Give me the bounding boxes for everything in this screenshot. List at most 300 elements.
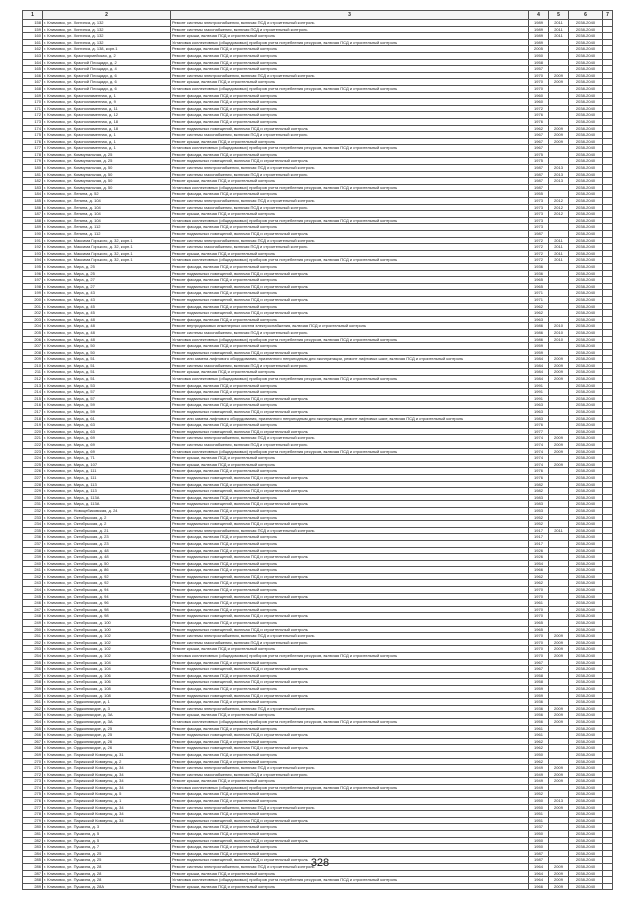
table-row: [23, 626, 613, 633]
note-cell: [603, 732, 613, 739]
planned-period-cell: 2038-2040: [569, 488, 603, 495]
planned-period-cell: 2038-2040: [569, 784, 603, 791]
note-cell: [603, 850, 613, 857]
address-cell: г. Климовск, ул. Мира, д. 48: [43, 323, 171, 330]
row-number: 231: [23, 501, 43, 508]
row-number: 263: [23, 712, 43, 719]
table-row: [23, 105, 613, 112]
planned-period-cell: 2038-2040: [569, 165, 603, 172]
work-type-cell: Ремонт фасада, включая ПСД и строительный контроль: [171, 685, 529, 692]
note-cell: [603, 303, 613, 310]
build-year-cell: 1960: [529, 92, 549, 99]
note-cell: [603, 507, 613, 514]
row-number: 162: [23, 46, 43, 53]
planned-period-cell: 2038-2040: [569, 158, 603, 165]
work-type-cell: Ремонт системы газоснабжения, включая ПСД и строительный контроль: [171, 244, 529, 251]
table-row: [23, 244, 613, 251]
repair-year-cell: 2009: [549, 132, 569, 139]
address-cell: г. Климовск, ул. Октябрьская, д. 48: [43, 547, 171, 554]
row-number: 214: [23, 389, 43, 396]
note-cell: [603, 837, 613, 844]
note-cell: [603, 646, 613, 653]
table-row: [23, 158, 613, 165]
column-header-4: 4: [529, 11, 549, 20]
table-row: [23, 389, 613, 396]
build-year-cell: 1964: [529, 877, 549, 884]
column-header-2: 2: [43, 11, 171, 20]
build-year-cell: 1974: [529, 442, 549, 449]
planned-period-cell: 2038-2040: [569, 732, 603, 739]
row-number: 248: [23, 613, 43, 620]
repair-year-cell: [549, 751, 569, 758]
row-number: 289: [23, 883, 43, 890]
address-cell: г. Климовск, ул. Хиггинса, д. 132: [43, 26, 171, 33]
repair-year-cell: [549, 606, 569, 613]
repair-year-cell: [549, 732, 569, 739]
work-type-cell: Ремонт фасада, включая ПСД и строительный контроль: [171, 422, 529, 429]
address-cell: г. Климовск, ул. Коммунальная, д. 50: [43, 184, 171, 191]
row-number: 288: [23, 877, 43, 884]
repair-year-cell: [549, 560, 569, 567]
repair-year-cell: 2009: [549, 72, 569, 79]
work-type-cell: Ремонт фасада, включая ПСД и строительный контроль: [171, 59, 529, 66]
address-cell: г. Климовск, ул. Краснознаменная, д. 1: [43, 132, 171, 139]
row-number: 178: [23, 151, 43, 158]
note-cell: [603, 237, 613, 244]
note-cell: [603, 831, 613, 838]
build-year-cell: 1970: [529, 639, 549, 646]
table-row: [23, 145, 613, 152]
planned-period-cell: 2038-2040: [569, 653, 603, 660]
repair-year-cell: 2012: [549, 198, 569, 205]
row-number: 219: [23, 422, 43, 429]
work-type-cell: Ремонт фасада, включая ПСД и строительный контроль: [171, 534, 529, 541]
address-cell: г. Климовск, ул. Парижской Коммуны, д. 34: [43, 784, 171, 791]
row-number: 200: [23, 296, 43, 303]
repair-year-cell: 2009: [549, 369, 569, 376]
table-row: [23, 672, 613, 679]
work-type-cell: Ремонт крыши, включая ПСД и строительный контроль: [171, 461, 529, 468]
note-cell: [603, 488, 613, 495]
planned-period-cell: 2038-2040: [569, 804, 603, 811]
build-year-cell: 1987: [529, 184, 549, 191]
note-cell: [603, 653, 613, 660]
address-cell: г. Климовск, ул. Мира, д. 43: [43, 296, 171, 303]
build-year-cell: 1962: [529, 738, 549, 745]
table-row: [23, 751, 613, 758]
row-number: 209: [23, 356, 43, 363]
planned-period-cell: 2038-2040: [569, 171, 603, 178]
planned-period-cell: 2038-2040: [569, 277, 603, 284]
planned-period-cell: 2038-2040: [569, 824, 603, 831]
note-cell: [603, 798, 613, 805]
table-row: [23, 376, 613, 383]
planned-period-cell: 2038-2040: [569, 409, 603, 416]
planned-period-cell: 2038-2040: [569, 626, 603, 633]
work-type-cell: Ремонт подвальных помещений, включая ПСД и строительный контроль: [171, 488, 529, 495]
note-cell: [603, 685, 613, 692]
planned-period-cell: 2038-2040: [569, 527, 603, 534]
repair-year-cell: [549, 39, 569, 46]
build-year-cell: 1952: [529, 521, 549, 528]
address-cell: г. Климовск, ул. Парижской Коммуны, д. 5: [43, 791, 171, 798]
planned-period-cell: 2038-2040: [569, 474, 603, 481]
table-row: [23, 580, 613, 587]
note-cell: [603, 547, 613, 554]
build-year-cell: 1984: [529, 356, 549, 363]
table-row: [23, 217, 613, 224]
work-type-cell: Ремонт системы газоснабжения, включая ПСД и строительный контроль: [171, 442, 529, 449]
note-cell: [603, 718, 613, 725]
work-type-cell: Ремонт фасада, включая ПСД и строительный контроль: [171, 560, 529, 567]
repair-year-cell: [549, 791, 569, 798]
work-type-cell: Ремонт фасада, включая ПСД и строительный контроль: [171, 52, 529, 59]
table-row: [23, 600, 613, 607]
table-row: [23, 699, 613, 706]
build-year-cell: 1959: [529, 343, 549, 350]
table-row: [23, 745, 613, 752]
work-type-cell: Ремонт подвальных помещений, включая ПСД и строительный контроль: [171, 231, 529, 238]
work-type-cell: Ремонт фасада, включая ПСД и строительный контроль: [171, 92, 529, 99]
table-row: [23, 514, 613, 521]
note-cell: [603, 521, 613, 528]
repair-year-cell: [549, 217, 569, 224]
repair-year-cell: [549, 547, 569, 554]
table-row: [23, 804, 613, 811]
address-cell: г. Климовск, ул. Красной Площади, д. 6: [43, 79, 171, 86]
note-cell: [603, 573, 613, 580]
table-row: [23, 336, 613, 343]
address-cell: г. Климовск, ул. Парижской Коммуны, д. 34: [43, 771, 171, 778]
repair-year-cell: 2009: [549, 804, 569, 811]
work-type-cell: Установка коллективных (общедомовых) приборов учета потребления ресурсов, включая ПСД и строительный контроль: [171, 217, 529, 224]
planned-period-cell: 2038-2040: [569, 204, 603, 211]
repair-year-cell: [549, 626, 569, 633]
planned-period-cell: 2038-2040: [569, 613, 603, 620]
planned-period-cell: 2038-2040: [569, 435, 603, 442]
row-number: 173: [23, 118, 43, 125]
work-type-cell: Ремонт фасада, включая ПСД и строительный контроль: [171, 507, 529, 514]
row-number: 220: [23, 428, 43, 435]
work-type-cell: Ремонт фасада, включая ПСД и строительный контроль: [171, 389, 529, 396]
note-cell: [603, 244, 613, 251]
note-cell: [603, 270, 613, 277]
row-number: 256: [23, 666, 43, 673]
address-cell: г. Климовск, ул. Коммунальная, д. 50: [43, 171, 171, 178]
row-number: 264: [23, 718, 43, 725]
repair-year-cell: [549, 738, 569, 745]
repair-year-cell: [549, 389, 569, 396]
repair-year-cell: [549, 290, 569, 297]
row-number: 236: [23, 534, 43, 541]
repair-year-cell: [549, 59, 569, 66]
work-type-cell: Ремонт системы электроснабжения, включая ПСД и строительный контроль: [171, 165, 529, 172]
work-type-cell: Ремонт системы электроснабжения, включая ПСД и строительный контроль: [171, 527, 529, 534]
planned-period-cell: 2038-2040: [569, 831, 603, 838]
table-row: [23, 791, 613, 798]
note-cell: [603, 527, 613, 534]
planned-period-cell: 2038-2040: [569, 138, 603, 145]
repair-year-cell: [549, 501, 569, 508]
column-header-7: 7: [603, 11, 613, 20]
row-number: 221: [23, 435, 43, 442]
planned-period-cell: 2038-2040: [569, 336, 603, 343]
note-cell: [603, 778, 613, 785]
note-cell: [603, 52, 613, 59]
repair-year-cell: [549, 158, 569, 165]
work-type-cell: Ремонт системы электроснабжения, включая ПСД и строительный контроль: [171, 20, 529, 27]
work-type-cell: Ремонт фасада, включая ПСД и строительный контроль: [171, 811, 529, 818]
build-year-cell: 1970: [529, 606, 549, 613]
table-row: [23, 718, 613, 725]
note-cell: [603, 560, 613, 567]
table-row: [23, 85, 613, 92]
build-year-cell: 1957: [529, 66, 549, 73]
repair-year-cell: [549, 474, 569, 481]
address-cell: г. Климовск, ул. Мира, д. 43: [43, 290, 171, 297]
build-year-cell: 1987: [529, 165, 549, 172]
work-type-cell: Ремонт фасада, включая ПСД и строительный контроль: [171, 303, 529, 310]
table-row: [23, 270, 613, 277]
header-row: [23, 11, 613, 20]
row-number: 244: [23, 587, 43, 594]
row-number: 270: [23, 758, 43, 765]
work-type-cell: Ремонт фасада, включая ПСД и строительный контроль: [171, 46, 529, 53]
address-cell: г. Климовск, ул. Краснознаменная, д. 1: [43, 92, 171, 99]
build-year-cell: 1989: [529, 33, 549, 40]
row-number: 206: [23, 336, 43, 343]
row-number: 177: [23, 145, 43, 152]
note-cell: [603, 712, 613, 719]
note-cell: [603, 343, 613, 350]
table-row: [23, 257, 613, 264]
address-cell: г. Климовск, ул. Пушкина, д. 28А: [43, 883, 171, 890]
work-type-cell: Ремонт фасада, включая ПСД и строительный контроль: [171, 850, 529, 857]
row-number: 249: [23, 620, 43, 627]
row-number: 198: [23, 283, 43, 290]
note-cell: [603, 409, 613, 416]
work-type-cell: Ремонт фасада, включая ПСД и строительный контроль: [171, 672, 529, 679]
note-cell: [603, 356, 613, 363]
repair-year-cell: [549, 514, 569, 521]
build-year-cell: 1976: [529, 468, 549, 475]
address-cell: г. Климовск, ул. Мира, д. 48: [43, 329, 171, 336]
table-row: [23, 666, 613, 673]
table-row: [23, 118, 613, 125]
note-cell: [603, 165, 613, 172]
table-row: [23, 567, 613, 574]
row-number: 285: [23, 857, 43, 864]
table-row: [23, 323, 613, 330]
planned-period-cell: 2038-2040: [569, 118, 603, 125]
work-type-cell: Ремонт системы газоснабжения, включая ПСД и строительный контроль: [171, 329, 529, 336]
repair-year-cell: [549, 455, 569, 462]
address-cell: г. Климовск, ул. Октябрьская, д. 2: [43, 514, 171, 521]
repair-year-cell: [549, 685, 569, 692]
repair-year-cell: [549, 666, 569, 673]
repair-year-cell: 2011: [549, 237, 569, 244]
address-cell: г. Климовск, ул. Пушкина, д. 28: [43, 870, 171, 877]
row-number: 182: [23, 178, 43, 185]
note-cell: [603, 468, 613, 475]
work-type-cell: Ремонт фасада, включая ПСД и строительный контроль: [171, 402, 529, 409]
note-cell: [603, 151, 613, 158]
row-number: 275: [23, 791, 43, 798]
address-cell: г. Климовск, ул. Мира, д. 48: [43, 336, 171, 343]
address-cell: г. Климовск, ул. Пушкина, д. 5: [43, 837, 171, 844]
table-row: [23, 448, 613, 455]
work-type-cell: Ремонт подвальных помещений, включая ПСД и строительный контроль: [171, 428, 529, 435]
row-number: 185: [23, 198, 43, 205]
work-type-cell: Ремонт фасада, включая ПСД и строительный контроль: [171, 263, 529, 270]
repair-year-cell: [549, 817, 569, 824]
table-row: [23, 99, 613, 106]
work-type-cell: Ремонт системы электроснабжения, включая ПСД и строительный контроль: [171, 765, 529, 772]
row-number: 224: [23, 455, 43, 462]
address-cell: г. Климовск, ул. Мира, д. 51: [43, 369, 171, 376]
address-cell: г. Климовск, ул. Мира, д. 61: [43, 415, 171, 422]
build-year-cell: 1962: [529, 310, 549, 317]
table-row: [23, 112, 613, 119]
build-year-cell: 1970: [529, 72, 549, 79]
build-year-cell: 1972: [529, 105, 549, 112]
row-number: 225: [23, 461, 43, 468]
row-number: 276: [23, 798, 43, 805]
work-type-cell: Ремонт системы электроснабжения, включая ПСД и строительный контроль: [171, 435, 529, 442]
repair-year-cell: [549, 488, 569, 495]
planned-period-cell: 2038-2040: [569, 817, 603, 824]
work-type-cell: Ремонт крыши, включая ПСД и строительный контроль: [171, 455, 529, 462]
build-year-cell: 1987: [529, 171, 549, 178]
planned-period-cell: 2038-2040: [569, 844, 603, 851]
repair-year-cell: [549, 277, 569, 284]
address-cell: г. Климовск, ул. Мира, д. 69: [43, 442, 171, 449]
table-row: [23, 646, 613, 653]
address-cell: г. Климовск, ул. Октябрьская, д. 108: [43, 692, 171, 699]
note-cell: [603, 494, 613, 501]
work-type-cell: Ремонт фасада, включая ПСД и строительный контроль: [171, 791, 529, 798]
build-year-cell: 1983: [529, 415, 549, 422]
note-cell: [603, 178, 613, 185]
work-type-cell: Ремонт подвальных помещений, включая ПСД и строительный контроль: [171, 158, 529, 165]
table-row: [23, 831, 613, 838]
planned-period-cell: 2038-2040: [569, 85, 603, 92]
note-cell: [603, 59, 613, 66]
table-row: [23, 171, 613, 178]
planned-period-cell: 2038-2040: [569, 389, 603, 396]
table-row: [23, 573, 613, 580]
address-cell: г. Климовск, ул. Октябрьская, д. 102: [43, 633, 171, 640]
row-number: 228: [23, 481, 43, 488]
work-type-cell: Ремонт подвальных помещений, включая ПСД и строительный контроль: [171, 745, 529, 752]
planned-period-cell: 2038-2040: [569, 211, 603, 218]
planned-period-cell: 2038-2040: [569, 217, 603, 224]
repair-year-cell: 2011: [549, 33, 569, 40]
build-year-cell: 1970: [529, 653, 549, 660]
address-cell: г. Климовск, ул. Октябрьская, д. 100: [43, 626, 171, 633]
repair-year-cell: [549, 382, 569, 389]
repair-year-cell: 2011: [549, 244, 569, 251]
work-type-cell: Ремонт фасада, включая ПСД и строительный контроль: [171, 224, 529, 231]
work-type-cell: Ремонт фасада, включая ПСД и строительный контроль: [171, 738, 529, 745]
repair-year-cell: [549, 395, 569, 402]
row-number: 265: [23, 725, 43, 732]
note-cell: [603, 639, 613, 646]
note-cell: [603, 217, 613, 224]
repair-year-cell: [549, 105, 569, 112]
address-cell: г. Климовск, ул. Мира, д. 69: [43, 448, 171, 455]
table-row: [23, 468, 613, 475]
row-number: 199: [23, 290, 43, 297]
note-cell: [603, 725, 613, 732]
work-type-cell: Ремонт крыши, включая ПСД и строительный контроль: [171, 712, 529, 719]
build-year-cell: 1977: [529, 428, 549, 435]
note-cell: [603, 349, 613, 356]
build-year-cell: 1965: [529, 620, 549, 627]
note-cell: [603, 132, 613, 139]
note-cell: [603, 844, 613, 851]
table-row: [23, 290, 613, 297]
address-cell: г. Климовск, ул. Октябрьская, д. 100: [43, 620, 171, 627]
note-cell: [603, 277, 613, 284]
address-cell: г. Климовск, ул. Мира, д. 27: [43, 283, 171, 290]
planned-period-cell: 2038-2040: [569, 468, 603, 475]
work-type-cell: Ремонт фасада, включая ПСД и строительный контроль: [171, 567, 529, 574]
address-cell: г. Климовск, ул. Красной Площади, д. 6: [43, 85, 171, 92]
work-type-cell: Ремонт подвальных помещений, включая ПСД и строительный контроль: [171, 501, 529, 508]
work-type-cell: Ремонт крыши, включая ПСД и строительный контроль: [171, 870, 529, 877]
build-year-cell: 1974: [529, 435, 549, 442]
table-row: [23, 659, 613, 666]
planned-period-cell: 2038-2040: [569, 224, 603, 231]
planned-period-cell: 2038-2040: [569, 343, 603, 350]
build-year-cell: 1963: [529, 316, 549, 323]
build-year-cell: 1986: [529, 336, 549, 343]
row-number: 245: [23, 593, 43, 600]
row-number: 266: [23, 732, 43, 739]
repair-year-cell: [549, 402, 569, 409]
build-year-cell: 1973: [529, 198, 549, 205]
table-row: [23, 784, 613, 791]
build-year-cell: 1953: [529, 507, 549, 514]
table-row: [23, 850, 613, 857]
row-number: 175: [23, 132, 43, 139]
address-cell: г. Климовск, ул. Хиггинса, д. 132: [43, 33, 171, 40]
address-cell: г. Климовск, ул. Мира, д. 57: [43, 389, 171, 396]
note-cell: [603, 817, 613, 824]
note-cell: [603, 455, 613, 462]
table-row: [23, 132, 613, 139]
planned-period-cell: 2038-2040: [569, 580, 603, 587]
work-type-cell: Установка коллективных (общедомовых) приборов учета потребления ресурсов, включая ПСД и строительный контроль: [171, 184, 529, 191]
repair-year-cell: [549, 494, 569, 501]
work-type-cell: Ремонт подвальных помещений, включая ПСД и строительный контроль: [171, 395, 529, 402]
row-number: 284: [23, 850, 43, 857]
repair-year-cell: [549, 409, 569, 416]
note-cell: [603, 633, 613, 640]
table-row: [23, 778, 613, 785]
work-type-cell: Ремонт крыши, включая ПСД и строительный контроль: [171, 883, 529, 890]
table-row: [23, 231, 613, 238]
note-cell: [603, 606, 613, 613]
work-type-cell: Ремонт подвальных помещений, включая ПСД и строительный контроль: [171, 349, 529, 356]
repair-year-cell: 2009: [549, 864, 569, 871]
build-year-cell: 1972: [529, 237, 549, 244]
build-year-cell: 1964: [529, 864, 549, 871]
address-cell: г. Климовск, ул. Пушкина, д. 25: [43, 850, 171, 857]
address-cell: г. Климовск, ул. Мира, д. 25: [43, 263, 171, 270]
address-cell: г. Климовск, ул. Мира, д. 53: [43, 382, 171, 389]
